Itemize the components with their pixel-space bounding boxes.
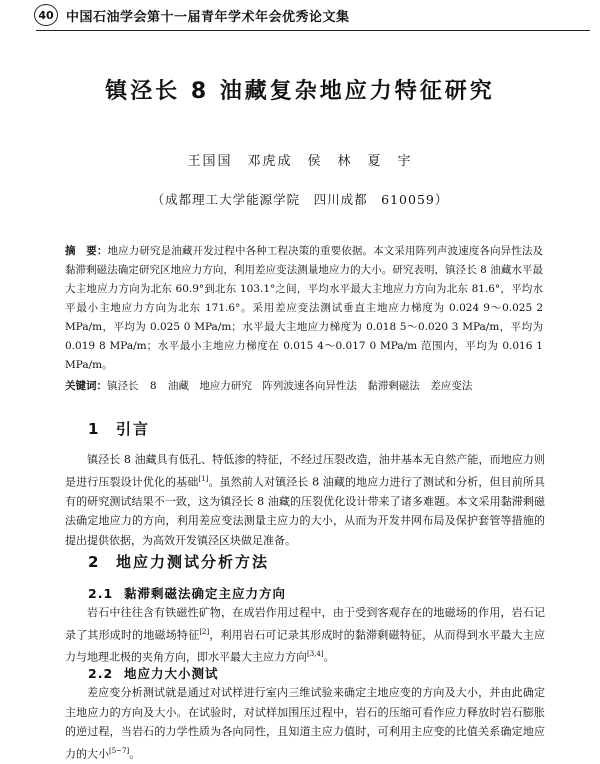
citation: [3,4] <box>307 649 324 658</box>
magnitude-paragraph <box>65 683 545 764</box>
subsection-heading-magnitude <box>88 664 219 682</box>
magnitude-text-end: 。 <box>129 747 141 761</box>
direction-text-cont: ，利用岩石可记录其形成时的黏滞剩磁特征，从而得到水平最大主应力与地理北极的夹角方向，即水平最大主应力方向 <box>65 628 546 664</box>
direction-text: 岩石中往往含有铁磁性矿物，在成岩作用过程中，由于受到客观存在的地磁场的作用，岩石记录了其形成时的地磁场特征 <box>65 606 545 642</box>
intro-text: 镇泾长 8 油藏具有低孔、特低渗的特征，不经过压裂改造，油井基本无自然产能，而地应力则是进行压裂设计优化的基础 <box>65 453 545 489</box>
subsection-number: 2.2 <box>88 666 114 681</box>
subsection-title: 黏滞剩磁法确定主应力方向 <box>124 586 287 601</box>
section-number: 2 <box>88 553 101 571</box>
abstract-text: 地应力研究是油藏开发过程中各种工程决策的重要依据。本文采用阵列声波速度各向异性法及黏滞剩磁法确定研究区地应力方向，利用差应变法测量地应力的大小。研究表明，镇泾长 8 油藏水平最大主地应力方向为北东 60.9°到北东 103.1°之间，平均水平最大主地应力方向为北东 81.6°，平均水平最小主地应力方向为北东 171.6°。采用差应变法测试垂直主地应力梯度为 0.024 9～0.025 2 MPa/m，平均为 0.025 0 MPa/m；水平最大主地应力梯度为 0.018 5～0.020 3 MPa/m，平均为 0.019 8 MPa/m；水平最小主地应力梯度在 0.015 4～0.017 0 MPa/m 范围内，平均为 0.016 1 MPa/m。 <box>65 245 543 371</box>
page-number: 40 <box>34 4 58 26</box>
section-title: 地应力测试分析方法 <box>116 553 270 571</box>
section-title: 引言 <box>116 420 151 438</box>
subsection-number: 2.1 <box>88 586 114 601</box>
section-heading-introduction <box>88 418 150 439</box>
abstract <box>65 242 543 375</box>
citation: [1] <box>198 474 209 483</box>
keywords <box>65 377 543 396</box>
journal-title: 中国石油学会第十一届青年学术年会优秀论文集 <box>66 9 350 25</box>
author-list: 王国国 邓虎成 侯 林 夏 宇 <box>187 154 413 169</box>
abstract-label: 摘 要： <box>65 245 108 257</box>
affiliation: （成都理工大学能源学院 四川成都 610059） <box>151 192 449 207</box>
citation: [5~7] <box>109 746 130 755</box>
subsection-heading-direction <box>88 584 286 602</box>
header-rule <box>36 30 590 31</box>
paper-title: 镇泾长 8 油藏复杂地应力特征研究 <box>105 79 495 104</box>
direction-paragraph <box>65 603 545 667</box>
citation: [2] <box>199 627 210 636</box>
direction-text-end: 。 <box>323 650 335 664</box>
keywords-text: 镇泾长 8 油藏 地应力研究 阵列波速各向异性法 黏滞剩磁法 差应变法 <box>107 380 473 392</box>
section-number: 1 <box>88 420 101 438</box>
page-header <box>34 4 594 26</box>
subsection-title: 地应力大小测试 <box>124 666 219 681</box>
intro-paragraph <box>65 450 545 550</box>
keywords-label: 关键词： <box>65 380 107 392</box>
intro-text-cont: 。虽然前人对镇泾长 8 油藏的地应力进行了测试和分析，但目前所具有的研究测试结果不一致，这为镇泾长 8 油藏的压裂优化设计带来了诸多难题。本文采用黏滞剩磁法确定地应力的方向，利用差应变法测量主应力的大小，从而为开发井网布局及保护套管等措施的提出提供依据，为高效开发镇泾区块做足准备。 <box>65 475 545 547</box>
section-heading-methods <box>88 551 269 572</box>
magnitude-text: 差应变分析测试就是通过对试样进行室内三维试验来确定主地应变的方向及大小，并由此确定主地应力的方向及大小。在试验时，对试样加围压过程中，岩石的压缩可看作应力释放时岩石膨胀的逆过程，当岩石的力学性质为各向同性，且知道主应力值时，可利用主应变的比值关系确定地应力的大小 <box>65 686 545 761</box>
